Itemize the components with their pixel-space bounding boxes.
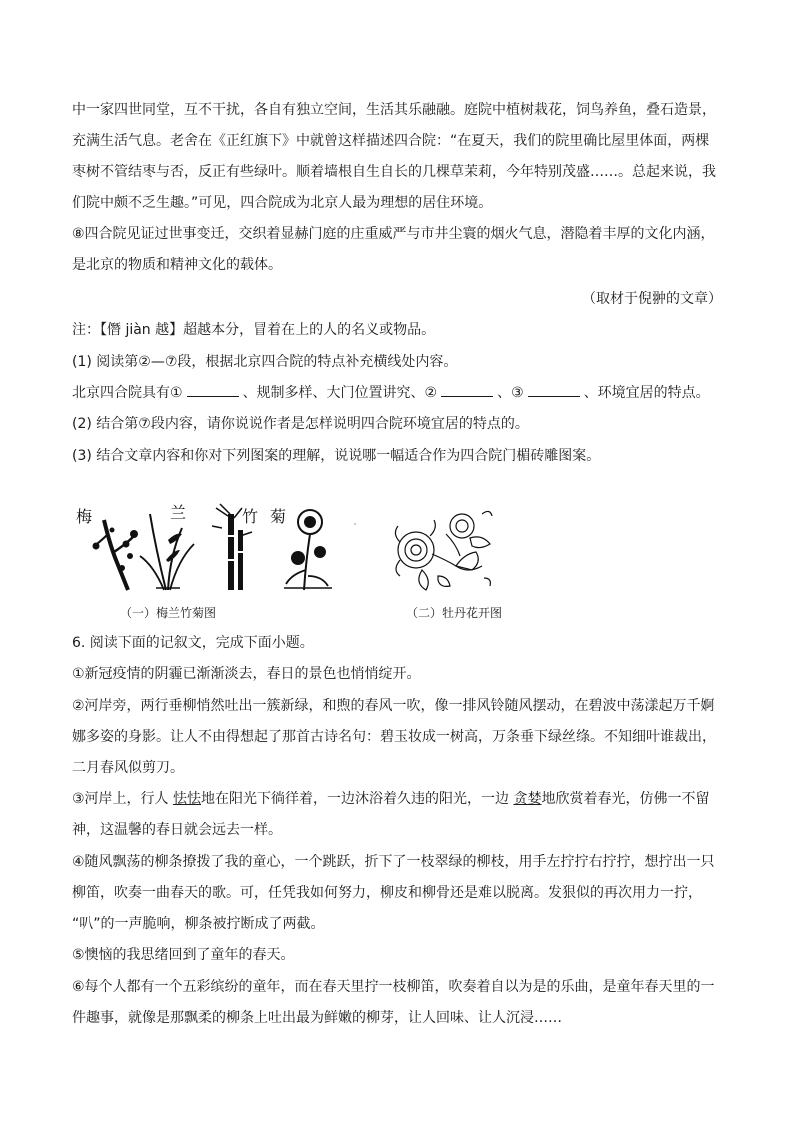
answer-blank-3[interactable]: [528, 383, 580, 397]
question-3: (3) 结合文章内容和你对下列图案的理解，说说哪一幅适合作为四合院门楣砖雕图案。: [72, 448, 601, 464]
paragraph-line: 中一家四世同堂，互不干扰，各自有独立空间，生活其乐融融。庭院中植树栽花，饲鸟养鱼，叠石造景，: [72, 102, 716, 118]
peony-figure: [386, 504, 496, 594]
plum-illustration: [76, 507, 138, 590]
fill-text: 、③: [497, 385, 524, 401]
plum-orchid-bamboo-chrysanthemum-figure: [70, 500, 360, 596]
answer-blank-1[interactable]: [187, 383, 239, 397]
paragraph-line: 充满生活气息。老舍在《正红旗下》中就曾这样描述四合院：“在夏天，我们的院里确比屋里体面，两棵: [72, 133, 710, 149]
paragraph-line: ⑤懊恼的我思绪回到了童年的春天。: [72, 947, 295, 963]
chrysanthemum-illustration: [270, 507, 332, 590]
text-segment: 地在阳光下徜徉着，一边沐浴着久违的阳光，一边: [201, 791, 514, 807]
figure-label-orchid: 兰: [170, 503, 187, 522]
question-1-fill: [72, 383, 722, 403]
peony-illustration: [395, 511, 492, 590]
figure-caption-2: （二）牡丹花开图: [406, 606, 503, 620]
paragraph-line: “叭”的一声脆响，柳条被拧断成了两截。: [72, 916, 325, 932]
underlined-word: 怯怯: [173, 791, 202, 807]
paragraph-line: 件趣事，就像是那飘柔的柳条上吐出最为鲜嫩的柳芽，让人回味、让人沉浸……: [72, 1010, 562, 1026]
paragraph-line: 娜多姿的身影。让人不由得想起了那首古诗名句：碧玉妆成一树高，万条垂下绿丝绦。不知细叶谁裁出，: [72, 729, 716, 745]
answer-blank-2[interactable]: [441, 383, 493, 397]
paragraph-line: [72, 789, 722, 809]
source-attribution: （取材于倪翀的文章）: [582, 291, 722, 307]
underlined-word: 贪婪: [513, 791, 542, 807]
text-segment: ③河岸上，行人: [72, 791, 174, 807]
bamboo-illustration: [212, 504, 258, 590]
question-1: (1) 阅读第②—⑦段，根据北京四合院的特点补充横线处内容。: [72, 354, 458, 370]
text-segment: 地欣赏着春光，仿佛一不留: [541, 791, 710, 807]
figure-caption-1: （一）梅兰竹菊图: [120, 606, 217, 620]
figure-label-chrysanthemum: 菊: [270, 507, 287, 526]
paragraph-line: ⑥每个人都有一个五彩缤纷的童年，而在春天里拧一枝柳笛，吹奏着自以为是的乐曲，是童年春天里的一: [72, 979, 715, 995]
paragraph-line: 二月春风似剪刀。: [72, 760, 184, 776]
figure-label-plum: 梅: [76, 507, 93, 526]
question-2: (2) 结合第⑦段内容，请你说说作者是怎样说明四合院环境宜居的特点的。: [72, 416, 529, 432]
paragraph-line: 枣树不管结枣与否，反正有些绿叶。顺着墙根自生自长的几棵草茉莉，今年特别茂盛……。总起来说，我: [72, 164, 716, 180]
figure-label-bamboo: 竹: [242, 507, 259, 526]
fill-text: 、规制多样、大门位置讲究、②: [242, 385, 438, 401]
section-6-title: 6. 阅读下面的记叙文，完成下面小题。: [72, 635, 314, 651]
paragraph-line: 柳笛，吹奏一曲春天的歌。可，任凭我如何努力，柳皮和柳骨还是难以脱离。发狠似的再次用力一拧，: [72, 885, 702, 901]
paragraph-line: 是北京的物质和精神文化的载体。: [72, 257, 282, 273]
paragraph-line: 们院中颇不乏生趣。”可见，四合院成为北京人最为理想的居住环境。: [72, 195, 493, 211]
paragraph-line: 神，这温馨的春日就会远去一样。: [72, 822, 282, 838]
paragraph-line: ①新冠疫情的阴霾已渐渐淡去，春日的景色也悄悄绽开。: [72, 666, 421, 682]
fill-text: 北京四合院具有①: [72, 385, 183, 401]
paragraph-line: ②河岸旁，两行垂柳悄然吐出一簇新绿，和煦的春风一吹，像一排风铃随风摆动，在碧波中荡漾起万千婀: [72, 698, 715, 714]
paragraph-line: ④随风飘荡的柳条撩拨了我的童心，一个跳跃，折下了一枝翠绿的柳枝，用手左拧拧右拧拧，想拧出一只: [72, 854, 715, 870]
orchid-illustration: [140, 503, 194, 590]
note: 注：【僭 jiàn 越】超越本分，冒着在上的人的名义或物品。: [72, 322, 436, 338]
paragraph-line: ⑧四合院见证过世事变迁，交织着显赫门庭的庄重威严与市井尘寰的烟火气息，潜隐着丰厚的文化内涵，: [72, 226, 715, 242]
fill-text: 、环境宜居的特点。: [583, 385, 710, 401]
